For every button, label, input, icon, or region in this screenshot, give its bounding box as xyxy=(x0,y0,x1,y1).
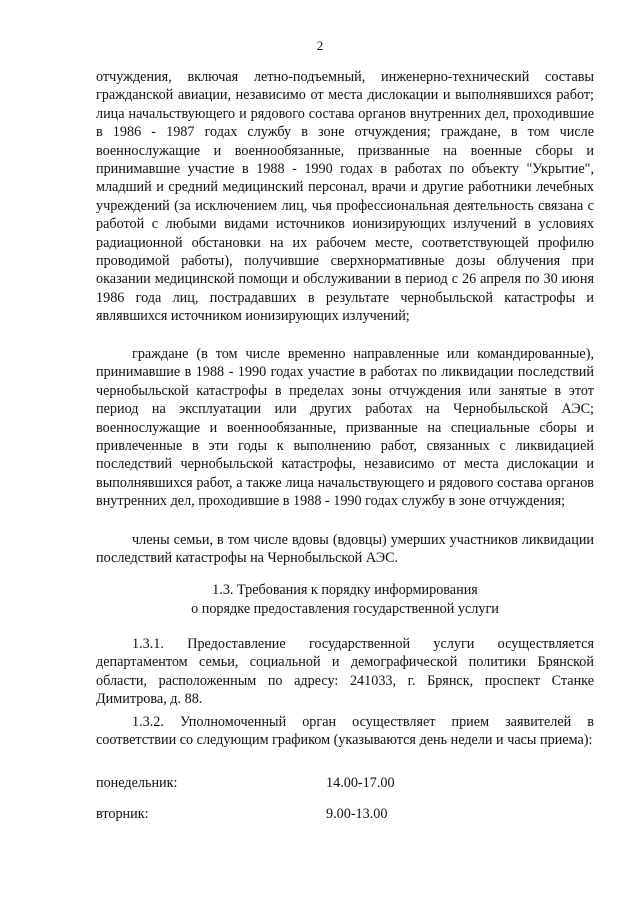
clause-1-3-1: 1.3.1. Предоставление государственной услуги осуществляется департаментом семьи, социальной и демографической политики Брянской области, расположенным по адресу: 241033, г. Брянск, проспект Станке Димитрова, д. 88. xyxy=(96,636,594,708)
schedule-day: вторник: xyxy=(96,806,149,822)
paragraph-citizens-1988: граждане (в том числе временно направленные или командированные), принимавшие в 1988 - 1990 годах участие в работах по ликвидации последствий чернобыльской катастрофы в пределах зоны отчуждения или занятые в этот период на эксплуатации или других работах на Чернобыльской АЭС; военнослужащие и военнообязанные, призванные на специальные сборы и привлеченные в эти годы к выполнению работ, связанных с ликвидацией последствий чернобыльской катастрофы, независимо от места дислокации и выполнявшихся работ, а также лица начальствующего и рядового состава органов внутренних дел, проходившие в 1988 - 1990 годах службу в зоне отчуждения; xyxy=(96,346,594,510)
schedule-time: 9.00-13.00 xyxy=(326,806,388,822)
section-heading-line-2: о порядке предоставления государственной услуги xyxy=(191,601,499,617)
schedule-time: 14.00-17.00 xyxy=(326,775,395,791)
page-number: 2 xyxy=(316,38,324,53)
paragraph-family-members: члены семьи, в том числе вдовы (вдовцы) умерших участников ликвидации последствий катастрофы на Чернобыльской АЭС. xyxy=(96,532,594,567)
clause-1-3-2: 1.3.2. Уполномоченный орган осуществляет прием заявителей в соответствии со следующим графиком (указываются день недели и часы приема): xyxy=(96,714,594,749)
schedule-row-monday xyxy=(96,775,594,795)
paragraph-continuation: отчуждения, включая летно-подъемный, инженерно-технический составы гражданской авиации, независимо от места дислокации и выполнявшихся работ; лица начальствующего и рядового состава органов внутренних дел, проходившие в 1986 - 1987 годах службу в зоне отчуждения; граждане, в том числе военнослужащие и военнообязанные, призванные на военные сборы и принимавшие участие в 1988 - 1990 годах в работах по объекту "Укрытие", младший и средний медицинский персонал, врачи и другие работники лечебных учреждений (за исключением лиц, чья профессиональная деятельность связана с работой с любыми видами источников ионизирующих излучений в условиях радиационной обстановки на их рабочем месте, соответствующей профилю проводимой работы), получившие сверхнормативные дозы облучения при оказании медицинской помощи и обслуживании в период с 26 апреля по 30 июня 1986 года лиц, пострадавших в результате чернобыльской катастрофы и являвшихся источником ионизирующих излучений; xyxy=(96,69,594,325)
schedule-row-tuesday xyxy=(96,806,594,826)
schedule-day: понедельник: xyxy=(96,775,178,791)
section-heading-line-1: 1.3. Требования к порядку информирования xyxy=(212,582,478,598)
